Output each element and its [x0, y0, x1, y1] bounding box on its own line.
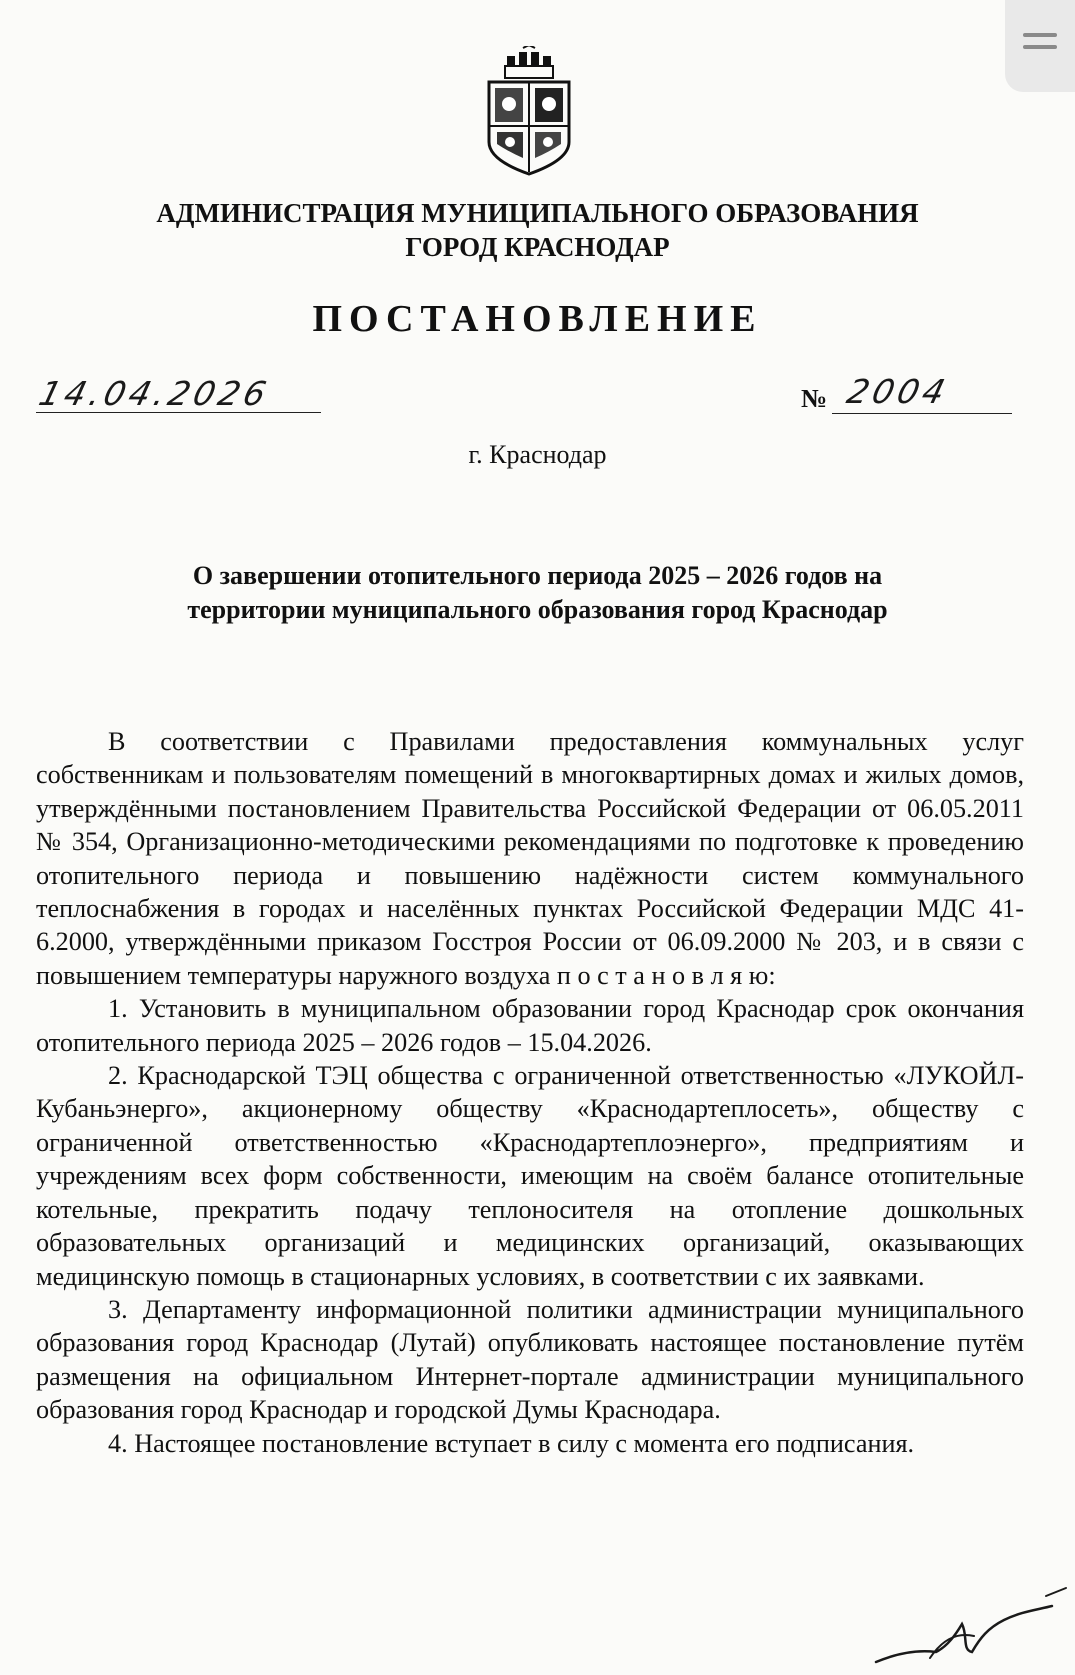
org-title-line2: ГОРОД КРАСНОДАР — [405, 232, 670, 262]
coat-of-arms-icon — [483, 46, 575, 176]
menu-icon-bar — [1023, 45, 1057, 49]
item-3: 3. Департаменту информационной политики администрации муниципального образования город Краснодар (Лутай) опубликовать настоящее постановление путём размещения на официальном Интернет-портале администрации муниципального образования город Краснодар и городской Думы Краснодара. — [36, 1294, 1024, 1425]
menu-button[interactable] — [1005, 0, 1075, 92]
org-title-line1: АДМИНИСТРАЦИЯ МУНИЦИПАЛЬНОГО ОБРАЗОВАНИЯ — [156, 198, 919, 228]
signature-icon — [870, 1540, 1070, 1675]
subject-line1: О завершении отопительного периода 2025 – 2026 годов на — [192, 561, 883, 590]
number-underline — [832, 413, 1012, 414]
item-2: 2. Краснодарской ТЭЦ общества с ограниченной ответственностью «ЛУКОЙЛ-Кубаньэнерго», акционерному обществу «Краснодартеплосеть», обществу с ограниченной ответственностью «Краснодартеплоэнерго», предприятиям и учреждениям всех форм собственности, имеющим на своём балансе отопительные котельные, прекратить подачу теплоносителя на отопление дошкольных образовательных организаций и медицинских организаций, оказывающих медицинскую помощь в стационарных условиях, в соответствии с их заявками. — [36, 1061, 1024, 1291]
intro-paragraph: В соответствии с Правилами предоставления коммунальных услуг собственникам и пользователям помещений в многоквартирных домах и жилых домов, утверждёнными постановлением Правительства Российской Федерации от 06.05.2011 № 354, Организационно-методическими рекомендациями по подготовке к проведению отопительного периода и повышению надёжности систем коммунального теплоснабжения в городах и населённых пунктах Российской Федерации МДС 41-6.2000, утверждёнными приказом Госстроя России от 06.09.2000 № 203, и в связи с повышением температуры наружного воздуха п о с т а н о в л я ю: — [36, 727, 1024, 990]
number-label: № — [801, 384, 828, 413]
item-4: 4. Настоящее постановление вступает в силу с момента его подписания. — [108, 1428, 915, 1458]
subject-line2: территории муниципального образования город Краснодар — [187, 595, 888, 624]
menu-icon — [1023, 33, 1057, 37]
document-number: 2004 — [843, 372, 953, 411]
document-body — [36, 725, 1024, 1460]
document-type: ПОСТАНОВЛЕНИЕ — [312, 298, 763, 340]
date-underline — [36, 412, 321, 413]
item-1: 1. Установить в муниципальном образовании город Краснодар срок окончания отопительного периода 2025 – 2026 годов – 15.04.2026. — [36, 994, 1024, 1057]
document-date: 14.04.2026 — [35, 374, 274, 413]
city-line: г. Краснодар — [468, 440, 607, 469]
